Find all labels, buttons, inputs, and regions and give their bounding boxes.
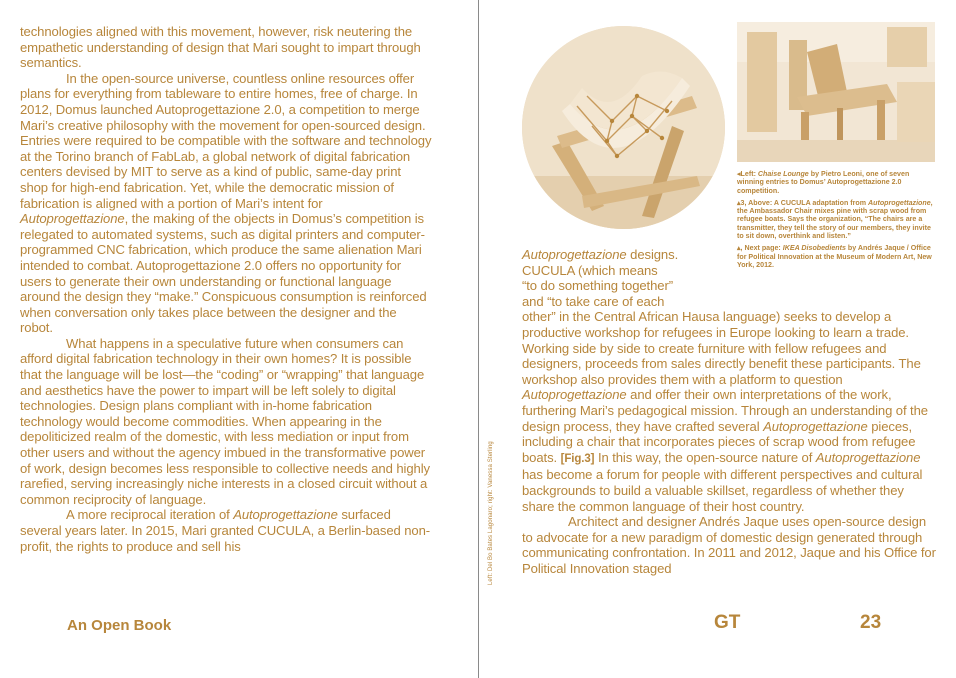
text-run: and “to take care of each bbox=[522, 293, 665, 309]
text-run: by Andrés Jaque / Office for Political Innovation at the Museum of Modern Art, New York, 2012. bbox=[737, 244, 932, 269]
text-run: Architect and designer Andrés Jaque uses open-source design to advocate for a new paradigm of domestic design generated through communicating confrontation. In 2011 and 2012, Jaque and his Office for Political Innovation staged bbox=[522, 514, 936, 576]
caption-entry bbox=[737, 170, 935, 195]
italic-text: IKEA Disobedients bbox=[782, 244, 846, 253]
text-run: has become a forum for people with different perspectives and cultural backgrounds to build a valuable skillset, regardless of whether they share the common language of their host country. bbox=[522, 467, 923, 514]
text-run: designs. bbox=[626, 247, 679, 262]
right-page-body bbox=[522, 247, 936, 576]
wrap-line bbox=[522, 278, 936, 294]
text-run: CUCULA (which means bbox=[522, 262, 658, 278]
text-run: ◂Left: bbox=[737, 170, 758, 178]
italic-text: Autoprogettazione bbox=[815, 449, 921, 465]
text-run: A more reciprocal iteration of bbox=[66, 507, 234, 523]
text-run: technologies aligned with this movement, however, risk neutering the empathetic understanding of design that Mari sought to impart through semantics. bbox=[20, 24, 421, 71]
text-run: by Pietro Leoni, one of seven winning entries to Domus’ Autoprogettazione 2.0 competition. bbox=[737, 170, 910, 195]
ambassador-chair-photo bbox=[737, 22, 935, 162]
paragraph bbox=[522, 309, 936, 514]
wrap-line bbox=[522, 247, 936, 263]
text-run: In the open-source universe, countless online resources offer plans for everything from tableware to entire homes, free of charge. In 2012, Domus launched Autoprogettazione 2.0, a competition to merge Mari’s creative philosophy with the movement for open-sourced design. Entries were required to be compatible with the software and technology at the Torino branch of FabLab, a global network of digital fabrication centers devised by MIT to serve as a kind of public, same-day print shop for high-end fabrication. Yet, while the democratic mission of fabrication is aligned with a portion of Mari’s intent for bbox=[20, 70, 432, 211]
italic-text: Autoprogettazione bbox=[522, 247, 627, 262]
paragraph bbox=[20, 24, 432, 71]
italic-text: Autoprogettazione bbox=[763, 418, 868, 434]
italic-text: Chaise Lounge bbox=[757, 170, 809, 178]
text-run: What happens in a speculative future when consumers can afford digital fabrication technology in their own homes? It is possible that the language will be lost—the “coding” or “wrapping” that language and aesthetics have the power to impart will be left solely to digital technologies. Design plans compliant with in-home fabrication technology would become commodities. When appearing in the depoliticized realm of the domestic, with less mediation or input from other users and without the agency imbued in the transformative power of work, design becomes less responsible to collective needs and highly rarefied, serving increasingly niche interests in a closed circuit without a common reciprocity of language. bbox=[20, 335, 430, 507]
paragraph bbox=[20, 507, 432, 554]
italic-text: Autoprogettazione bbox=[20, 211, 125, 227]
wrap-line bbox=[522, 294, 936, 310]
text-run: pieces, including a chair that incorporates pieces of scrap wood from refugee boats. bbox=[522, 418, 916, 465]
text-run: and offer their own interpretations of the work, furthering Mari’s pedagogical mission. Through an understanding of the design process, they have crafted several bbox=[522, 387, 928, 434]
text-run: ▴, Next page: bbox=[737, 244, 783, 253]
wrap-lines bbox=[522, 247, 936, 309]
left-page-body bbox=[20, 24, 432, 554]
italic-text: Autoprogettazione bbox=[868, 198, 931, 207]
right-paragraphs bbox=[522, 309, 936, 576]
italic-text: Autoprogettazione bbox=[233, 507, 338, 523]
text-run: , the making of the objects in Domus’s competition is relegated to automated systems, such as digital printers and computer-programmed CNC fabrication, which produce the same alienation Mari intended to combat. Autoprogettazione 2.0 offers no opportunity for users to generate their own understanding or functional language around the design they “make.” Conspicuous consumption is reinforced when conversation only takes place between the designer and the robot. bbox=[20, 211, 427, 336]
paragraph bbox=[20, 71, 432, 336]
text-run: ▴3, Above: A CUCULA adaptation from bbox=[737, 198, 868, 207]
wrap-line bbox=[522, 263, 936, 279]
page-number: 23 bbox=[860, 612, 882, 633]
text-run: surfaced several years later. In 2015, Mari granted CUCULA, a Berlin-based non-profit, the rights to produce and sell his bbox=[20, 507, 431, 554]
caption-entry bbox=[737, 199, 935, 240]
text-run: , the Ambassador Chair mixes pine with scrap wood from refugee boats. Says the organization, “The chairs are a transmitter, they tell the story of our members, they invite to sit down, overthink and listen.” bbox=[737, 198, 933, 241]
text-run: other” in the Central African Hausa language) seeks to develop a productive workshop for refugees in Europe looking to learn a trade. Working side by side to create furniture with fellow refugees and designers, proceeds from sales directly benefit these participants. The workshop also provides them with a platform to question bbox=[522, 309, 921, 387]
footer-book-title: An Open Book bbox=[67, 617, 172, 634]
paragraph bbox=[522, 514, 936, 576]
photo-credit-vertical: Left: Del Bo Bates Lagonaro; right: Vanessa Sterling bbox=[488, 441, 494, 585]
chaise-lounge-photo bbox=[522, 26, 725, 229]
footer-journal-initials: GT bbox=[714, 612, 741, 633]
paragraph bbox=[20, 336, 432, 508]
text-run: “to do something together” bbox=[522, 278, 673, 294]
figure-reference: [Fig.3] bbox=[560, 452, 595, 465]
text-run: In this way, the open-source nature of bbox=[594, 449, 816, 465]
italic-text: Autoprogettazione bbox=[522, 387, 627, 403]
gutter-line bbox=[478, 0, 479, 678]
